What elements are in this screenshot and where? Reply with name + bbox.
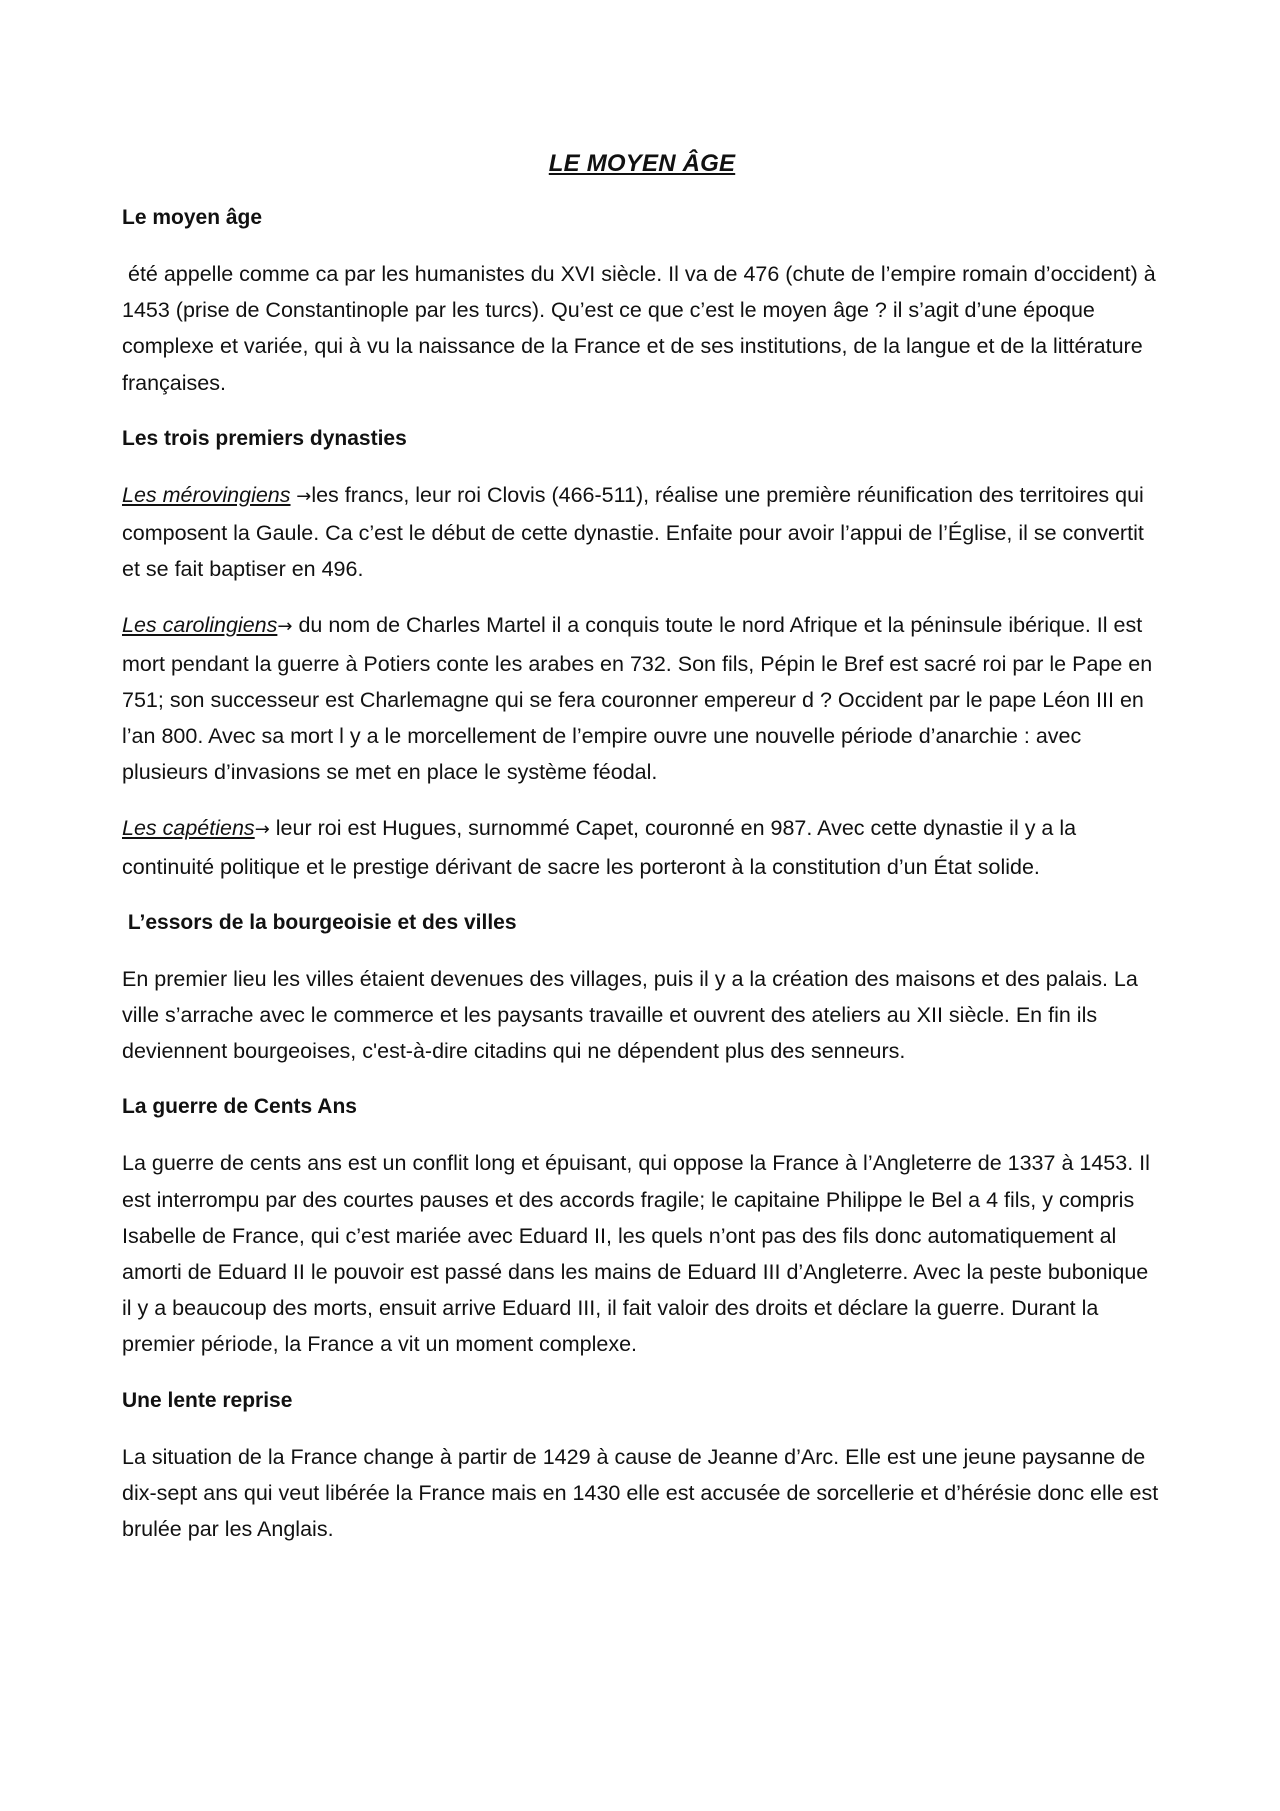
dynasty-text-carolingiens: du nom de Charles Martel il a conquis toute le nord Afrique et la péninsule ibérique. Il est mort pendant la guerre à Potiers conte les arabes en 732. Son fils, Pépin le Bref est sacré roi par le Pape en 751; son successeur est Charlemagne qui se fera couronner empereur d ? Occident par le pape Léon III en l’an 800. Avec sa mort l y a le morcellement de l’empire ouvre une nouvelle période d’anarchie : avec plusieurs d’invasions se met en place le système féodal. — [122, 613, 1153, 785]
dynasty-name-capetiens: Les capétiens — [122, 816, 255, 841]
document-page — [122, 150, 1162, 1567]
section-body-lente-reprise: La situation de la France change à partir de 1429 à cause de Jeanne d’Arc. Elle est une jeune paysanne de dix-sept ans qui veut libérée la France mais en 1430 elle est accusée de sorcellerie et d’hérésie donc elle est brulée par les Anglais. — [122, 1444, 1159, 1542]
arrow-icon: → — [254, 819, 270, 841]
arrow-icon: → — [290, 485, 312, 507]
section-body-guerre-cent-ans: La guerre de cents ans est un conflit long et épuisant, qui oppose la France à l’Angleterre de 1337 à 1453. Il est interrompu par des courtes pauses et des accords fragile; le capitaine Philippe le Bel a 4 fils, y compris Isabelle de France, qui c’est mariée avec Eduard II, les quels n’ont pas des fils donc automatiquement al amorti de Eduard II le pouvoir est passé dans les mains de Eduard III d’Angleterre. Avec la peste bubonique il y a beaucoup des morts, ensuit arrive Eduard III, il fait valoir des droits et déclare la guerre. Durant la premier période, la France a vit un moment complexe. — [122, 1151, 1150, 1357]
section-heading-lente-reprise: Une lente reprise — [122, 1388, 293, 1412]
section-body-moyen-age: été appelle comme ca par les humanistes du XVI siècle. Il va de 476 (chute de l’empire romain d’occident) à 1453 (prise de Constantinople par les turcs). Qu’est ce que c’est le moyen âge ? il s’agit d’une époque complexe et variée, qui à vu la naissance de la France et de ses institutions, de la langue et de la littérature françaises. — [122, 262, 1162, 395]
dynasty-text-merovingiens: les francs, leur roi Clovis (466-511), réalise une première réunification des territoires qui composent la Gaule. Ca c’est le début de cette dynastie. Enfaite pour avoir l’appui de l’Église, il se convertit et se fait baptiser en 496. — [122, 482, 1144, 582]
section-heading-guerre-cent-ans: La guerre de Cents Ans — [122, 1095, 357, 1119]
arrow-icon: → — [277, 616, 293, 638]
dynasty-name-carolingiens: Les carolingiens — [122, 613, 278, 638]
section-heading-bourgeoisie: L’essors de la bourgeoisie et des villes — [122, 910, 517, 934]
dynasty-capetiens — [122, 810, 1162, 884]
section-heading-moyen-age: Le moyen âge — [122, 206, 263, 229]
section-heading-dynasties: Les trois premiers dynasties — [122, 426, 407, 450]
dynasty-carolingiens — [122, 607, 1162, 790]
dynasty-name-merovingiens: Les mérovingiens — [122, 482, 291, 507]
dynasty-merovingiens — [122, 477, 1162, 588]
page-title: LE MOYEN ÂGE — [548, 150, 736, 177]
dynasty-text-capetiens: leur roi est Hugues, surnommé Capet, couronné en 987. Avec cette dynastie il y a la continuité politique et le prestige dérivant de sacre les porteront à la constitution d’un État solide. — [122, 816, 1077, 879]
section-body-bourgeoisie: En premier lieu les villes étaient devenues des villages, puis il y a la création des maisons et des palais. La ville s’arrache avec le commerce et les paysants travaille et ouvrent des ateliers au XII siècle. En fin ils deviennent bourgeoises, c'est-à-dire citadins qui ne dépendent plus des senneurs. — [122, 966, 1138, 1064]
